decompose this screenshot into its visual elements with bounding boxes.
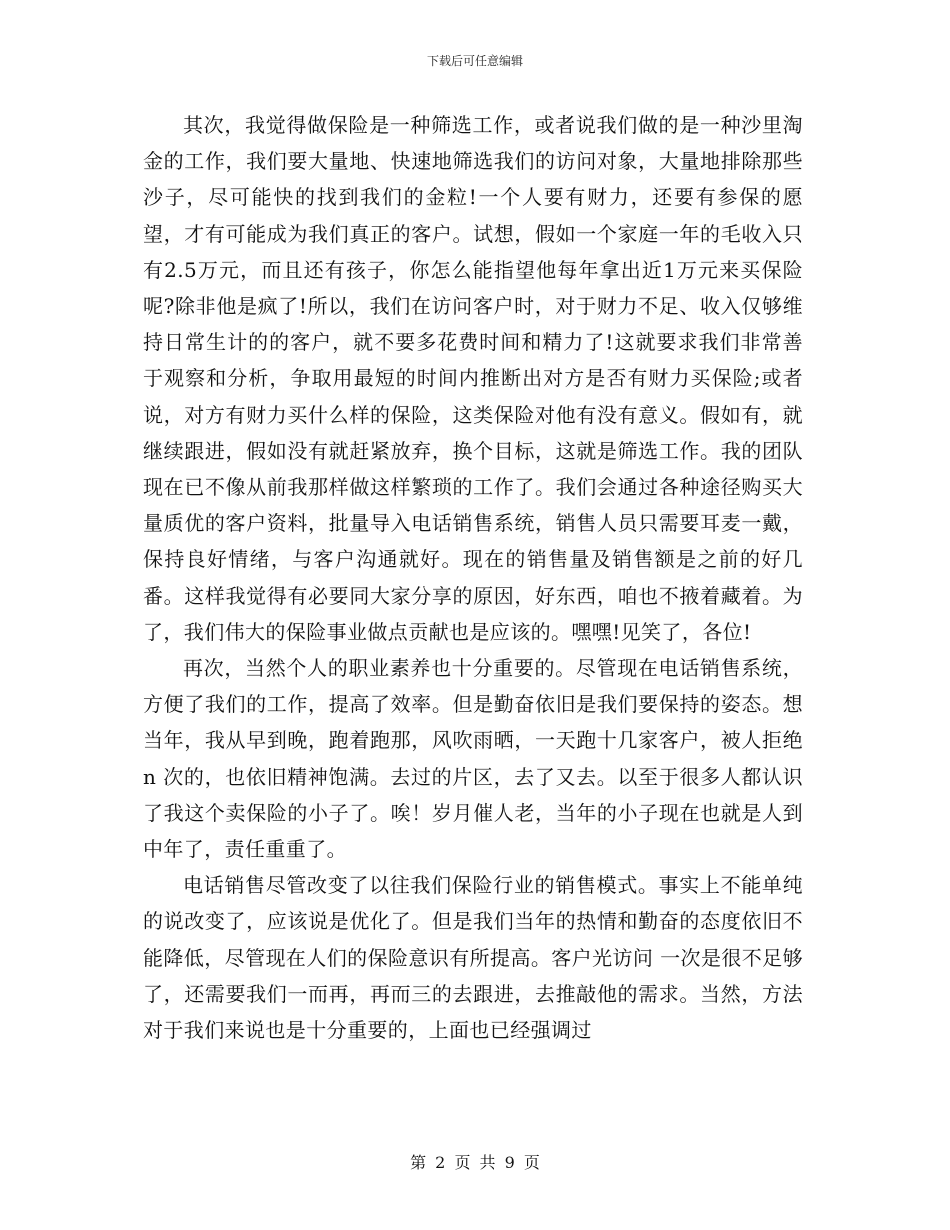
page-header: 下载后可任意编辑	[426, 54, 523, 68]
page-number: 第 2 页 共 9 页	[410, 1153, 540, 1172]
paragraph: 其次，我觉得做保险是一种筛选工作，或者说我们做的是一种沙里淘金的工作，我们要大量地、快速地筛选我们的访问对象，大量地排除那些沙子，尽可能快的找到我们的金粒!一个人要有财力，还要有参保的愿望，才有可能成为我们真正的客户。试想，假如一个家庭一年的毛收入只有2.5万元，而且还有孩子，你怎么能指望他每年拿出近1万元来买保险呢?除非他是疯了!所以，我们在访问客户时，对于财力不足、收入仅够维持日常生计的的客户，就不要多花费时间和精力了!这就要求我们非常善于观察和分析，争取用最短的时间内推断出对方是否有财力买保险;或者说，对方有财力买什么样的保险，这类保险对他有没有意义。假如有，就继续跟进，假如没有就赶紧放弃，换个目标，这就是筛选工作。我的团队现在已不像从前我那样做这样繁琐的工作了。我们会通过各种途径购买大量质优的客户资料，批量导入电话销售系统，销售人员只需要耳麦一戴，保持良好情绪，与客户沟通就好。现在的销售量及销售额是之前的好几番。这样我觉得有必要同大家分享的原因，好东西，咱也不掖着藏着。为了，我们伟大的保险事业做点贡献也是应该的。嘿嘿!见笑了，各位!	[143, 113, 803, 644]
paragraph: 电话销售尽管改变了以往我们保险行业的销售模式。事实上不能单纯的说改变了，应该说是优化了。但是我们当年的热情和勤奋的态度依旧不能降低，尽管现在人们的保险意识有所提高。客户光访问 一次是很不足够了，还需要我们一而再，再而三的去跟进，去推敲他的需求。当然，方法对于我们来说也是十分重要的，上面也已经强调过	[143, 873, 803, 1043]
paragraph: 再次，当然个人的职业素养也十分重要的。尽管现在电话销售系统，方便了我们的工作，提高了效率。但是勤奋依旧是我们要保持的姿态。想当年，我从早到晚，跑着跑那，风吹雨晒，一天跑十几家客户，被人拒绝n 次的，也依旧精神饱满。去过的片区，去了又去。以至于很多人都认识了我这个卖保险的小子了。唉！岁月催人老，当年的小子现在也就是人到中年了，责任重重了。	[143, 656, 803, 862]
document-body	[143, 107, 803, 1048]
